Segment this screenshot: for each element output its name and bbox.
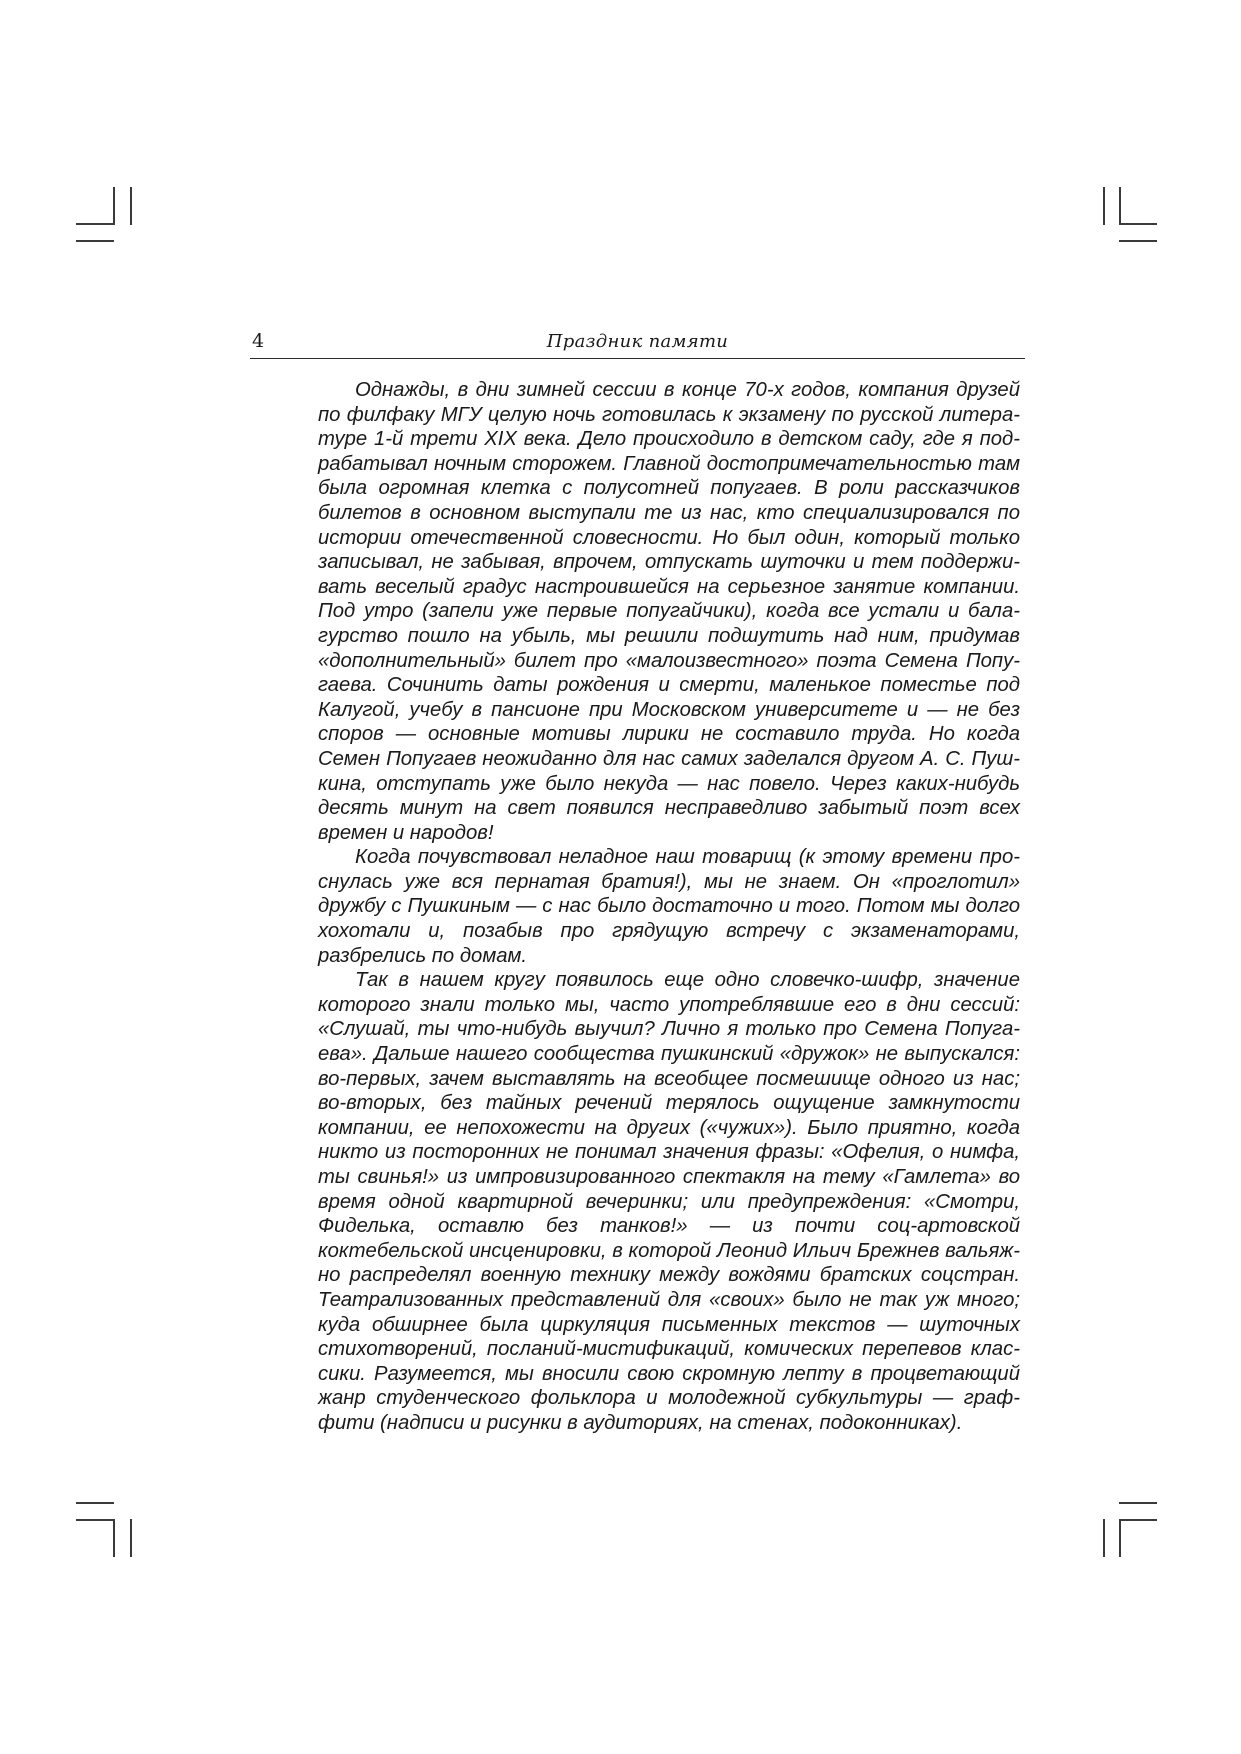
crop-mark-bottom-left-horizontal-1 <box>76 1502 114 1504</box>
crop-mark-bottom-left-horizontal-2 <box>76 1519 114 1521</box>
paragraph-2: Когда почувствовал неладное наш товарищ (к этому времени проснулась уже вся пернатая братия!), мы не знаем. Он «проглотил» дружбу с Пушкиным — с нас было достаточно и того. Потом мы долго хохотали и, позабыв про грядущую встречу с экзаменаторами, разбрелись по домам. <box>318 846 1020 967</box>
crop-mark-top-right-vertical-2 <box>1119 187 1121 225</box>
crop-mark-top-right-vertical-1 <box>1103 187 1105 225</box>
crop-mark-top-left-horizontal-2 <box>76 240 114 242</box>
crop-mark-bottom-right-horizontal-2 <box>1119 1519 1157 1521</box>
running-title: Праздник памяти <box>546 331 729 352</box>
crop-mark-top-left-vertical-1 <box>113 187 115 225</box>
crop-mark-bottom-left-vertical-2 <box>130 1519 132 1557</box>
crop-mark-bottom-left-vertical-1 <box>113 1519 115 1557</box>
crop-mark-bottom-right-vertical-1 <box>1103 1519 1105 1557</box>
crop-mark-top-right-horizontal-2 <box>1119 240 1157 242</box>
running-header <box>250 330 1025 359</box>
crop-mark-top-left-horizontal-1 <box>76 223 114 225</box>
crop-mark-bottom-right-vertical-2 <box>1119 1519 1121 1557</box>
crop-mark-bottom-right-horizontal-1 <box>1119 1502 1157 1504</box>
paragraph-1: Однажды, в дни зимней сессии в конце 70-х годов, компания друзей по филфаку МГУ целую ночь готовилась к экзамену по русской литературе 1-й трети XIX века. Дело происходило в детском саду, где я подрабатывал ночным сторожем. Главной достопримечательностью там была огромная клетка с полусотней попугаев. В роли рассказчиков билетов в основном выступали те из нас, кто специализировался по истории отечественной словесности. Но был один, который только записывал, не забывая, впрочем, отпускать шуточки и тем поддерживать веселый градус настроившейся на серьезное занятие компании. Под утро (запели уже первые попугайчики), когда все устали и балагурство пошло на убыль, мы решили подшутить над ним, придумав «дополнительный» билет про «малоизвестного» поэта Семена Попугаева. Сочинить даты рождения и смерти, маленькое поместье под Калугой, учебу в пансионе при Московском университете и — не без споров — основные мотивы лирики не составило труда. Но когда Семен Попугаев неожиданно для нас самих заделался другом А. С. Пушкина, отступать уже было некуда — нас повело. Через каких-нибудь десять минут на свет появился несправедливо забытый поэт всех времен и народов! <box>318 379 1020 844</box>
body-text <box>318 378 1020 1436</box>
crop-mark-top-right-horizontal-1 <box>1119 223 1157 225</box>
crop-mark-top-left-vertical-2 <box>130 187 132 225</box>
paragraph-3: Так в нашем кругу появилось еще одно словечко-шифр, значение которого знали только мы, часто употреблявшие его в дни сессий: «Слушай, ты что-нибудь выучил? Лично я только про Семена Попугаева». Дальше нашего сообщества пушкинский «дружок» не выпускался: во-первых, зачем выставлять на всеобщее посмешище одного из нас; во-вторых, без тайных речений терялось ощущение замкнутости компании, ее непохожести на других («чужих»). Было приятно, когда никто из посторонних не понимал значения фразы: «Офелия, о нимфа, ты свинья!» из импровизированного спектакля на тему «Гамлета» во время одной квартирной вечеринки; или предупреждения: «Смотри, Фиделька, оставлю без танков!» — из почти соц-артовской коктебельской инсценировки, в которой Леонид Ильич Брежнев вальяжно распределял военную технику между вождями братских соцстран. Театрализованных представлений для «своих» было не так уж много; куда обширнее была циркуляция письменных текстов — шуточных стихотворений, посланий-мистификаций, комических перепевов классики. Разумеется, мы вносили свою скромную лепту в процветающий жанр студенческого фольклора и молодежной субкультуры — граффити (надписи и рисунки в аудиториях, на стенах, подоконниках). <box>318 969 1020 1434</box>
page-number: 4 <box>252 330 265 352</box>
